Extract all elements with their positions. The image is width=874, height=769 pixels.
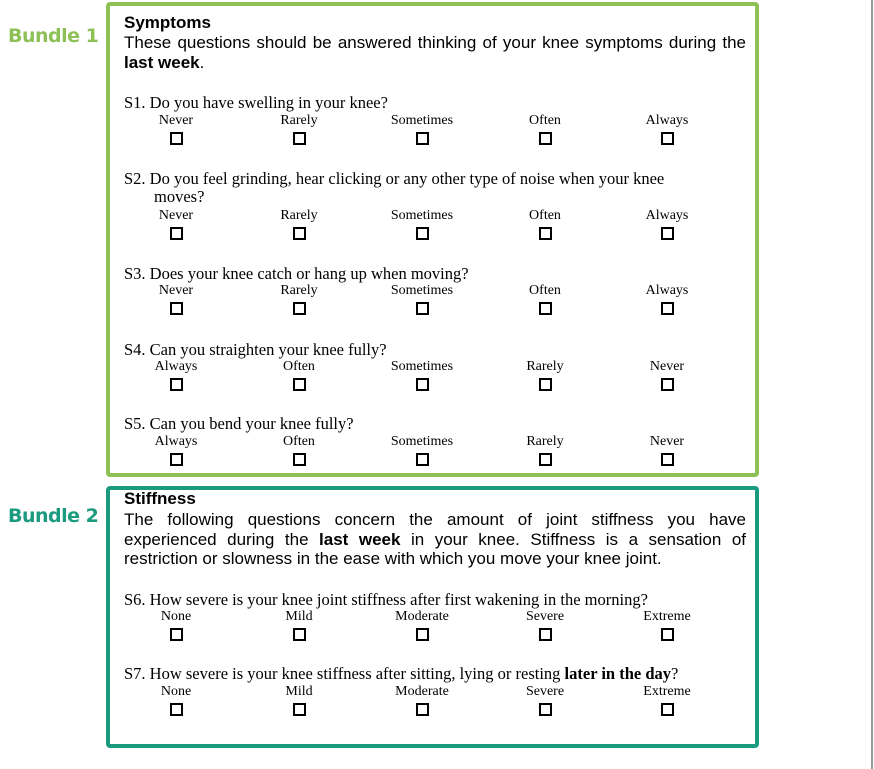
option-s1-rarely [249, 113, 349, 145]
option-label: None [160, 609, 192, 624]
option-label: Severe [525, 684, 565, 699]
option-label: Rarely [280, 113, 318, 128]
checkbox-s1-always[interactable] [661, 132, 674, 145]
option-s3-rarely [249, 283, 349, 315]
option-s7-severe [495, 684, 595, 716]
option-s4-often [249, 359, 349, 391]
option-label: Always [645, 208, 689, 223]
question-s4: S4. Can you straighten your knee fully? [124, 340, 387, 359]
option-label: Sometimes [390, 359, 454, 374]
option-s6-extreme [617, 609, 717, 641]
option-s7-extreme [617, 684, 717, 716]
option-label: None [160, 684, 192, 699]
checkbox-s1-never[interactable] [170, 132, 183, 145]
option-s7-mild [249, 684, 349, 716]
checkbox-s3-sometimes[interactable] [416, 302, 429, 315]
option-label: Always [645, 113, 689, 128]
option-s5-never [617, 434, 717, 466]
question-s2: S2. Do you feel grinding, hear clicking or any other type of noise when your knee [124, 169, 665, 188]
option-label: Never [158, 113, 194, 128]
section-title-symptoms: Symptoms [124, 13, 211, 32]
option-label: Extreme [643, 609, 691, 624]
option-label: Never [158, 208, 194, 223]
checkbox-s7-none[interactable] [170, 703, 183, 716]
option-s1-never [126, 113, 226, 145]
checkbox-s2-never[interactable] [170, 227, 183, 240]
checkbox-s5-sometimes[interactable] [416, 453, 429, 466]
checkbox-s4-always[interactable] [170, 378, 183, 391]
question-s3: S3. Does your knee catch or hang up when moving? [124, 264, 469, 283]
checkbox-s2-always[interactable] [661, 227, 674, 240]
checkbox-s2-sometimes[interactable] [416, 227, 429, 240]
checkbox-s3-never[interactable] [170, 302, 183, 315]
checkbox-s5-rarely[interactable] [539, 453, 552, 466]
checkbox-s3-rarely[interactable] [293, 302, 306, 315]
checkbox-s3-always[interactable] [661, 302, 674, 315]
option-s1-often [495, 113, 595, 145]
option-label: Moderate [395, 609, 449, 624]
checkbox-s2-rarely[interactable] [293, 227, 306, 240]
option-label: Always [154, 434, 198, 449]
checkbox-s2-often[interactable] [539, 227, 552, 240]
option-s7-none [126, 684, 226, 716]
checkbox-s1-often[interactable] [539, 132, 552, 145]
option-s5-always [126, 434, 226, 466]
option-s2-always [617, 208, 717, 240]
option-s6-mild [249, 609, 349, 641]
checkbox-s4-sometimes[interactable] [416, 378, 429, 391]
option-label: Always [154, 359, 198, 374]
question-s2-continued: moves? [154, 187, 205, 206]
checkbox-s6-severe[interactable] [539, 628, 552, 641]
checkbox-s3-often[interactable] [539, 302, 552, 315]
option-s6-none [126, 609, 226, 641]
option-s4-rarely [495, 359, 595, 391]
question-s1: S1. Do you have swelling in your knee? [124, 93, 388, 112]
checkbox-s6-extreme[interactable] [661, 628, 674, 641]
checkbox-s5-always[interactable] [170, 453, 183, 466]
option-s4-always [126, 359, 226, 391]
bundle-2-label: Bundle 2 [8, 505, 99, 527]
option-s3-sometimes [372, 283, 472, 315]
option-label: Often [529, 113, 561, 128]
option-label: Often [283, 359, 315, 374]
option-label: Mild [285, 609, 313, 624]
checkbox-s6-mild[interactable] [293, 628, 306, 641]
option-s3-often [495, 283, 595, 315]
option-label: Never [158, 283, 194, 298]
checkbox-s6-moderate[interactable] [416, 628, 429, 641]
question-s5: S5. Can you bend your knee fully? [124, 414, 354, 433]
checkbox-s7-extreme[interactable] [661, 703, 674, 716]
option-s5-often [249, 434, 349, 466]
option-s3-never [126, 283, 226, 315]
option-s7-moderate [372, 684, 472, 716]
option-s1-sometimes [372, 113, 472, 145]
option-label: Sometimes [390, 208, 454, 223]
option-label: Always [645, 283, 689, 298]
checkbox-s7-moderate[interactable] [416, 703, 429, 716]
page-edge-rule [871, 0, 873, 769]
section-title-stiffness: Stiffness [124, 489, 196, 508]
checkbox-s5-never[interactable] [661, 453, 674, 466]
question-s6: S6. How severe is your knee joint stiffness after first wakening in the morning? [124, 590, 648, 609]
option-s2-often [495, 208, 595, 240]
option-s1-always [617, 113, 717, 145]
option-label: Rarely [280, 208, 318, 223]
option-label: Sometimes [390, 434, 454, 449]
checkbox-s4-never[interactable] [661, 378, 674, 391]
option-s2-never [126, 208, 226, 240]
checkbox-s1-rarely[interactable] [293, 132, 306, 145]
option-label: Mild [285, 684, 313, 699]
option-s5-rarely [495, 434, 595, 466]
option-label: Often [283, 434, 315, 449]
option-s5-sometimes [372, 434, 472, 466]
option-s4-never [617, 359, 717, 391]
section-intro-stiffness: The following questions concern the amount of joint stiffness you have experienced during the last week in your knee. Stiffness is a sensation of restriction or slowness in the ease with which you move your knee joint. [124, 510, 746, 568]
option-label: Moderate [395, 684, 449, 699]
option-label: Rarely [526, 434, 564, 449]
option-label: Extreme [643, 684, 691, 699]
bundle-1-label: Bundle 1 [8, 25, 99, 47]
option-label: Often [529, 283, 561, 298]
question-s7: S7. How severe is your knee stiffness after sitting, lying or resting later in the day? [124, 664, 679, 683]
checkbox-s7-severe[interactable] [539, 703, 552, 716]
option-s2-sometimes [372, 208, 472, 240]
option-label: Rarely [280, 283, 318, 298]
option-s6-severe [495, 609, 595, 641]
checkbox-s4-rarely[interactable] [539, 378, 552, 391]
checkbox-s5-often[interactable] [293, 453, 306, 466]
option-label: Never [649, 359, 685, 374]
option-s3-always [617, 283, 717, 315]
option-label: Severe [525, 609, 565, 624]
section-intro-symptoms: These questions should be answered thinking of your knee symptoms during the last week. [124, 33, 746, 72]
checkbox-s7-mild[interactable] [293, 703, 306, 716]
checkbox-s6-none[interactable] [170, 628, 183, 641]
option-s2-rarely [249, 208, 349, 240]
option-label: Sometimes [390, 283, 454, 298]
option-label: Sometimes [390, 113, 454, 128]
option-label: Rarely [526, 359, 564, 374]
option-label: Often [529, 208, 561, 223]
checkbox-s4-often[interactable] [293, 378, 306, 391]
option-label: Never [649, 434, 685, 449]
option-s4-sometimes [372, 359, 472, 391]
checkbox-s1-sometimes[interactable] [416, 132, 429, 145]
option-s6-moderate [372, 609, 472, 641]
